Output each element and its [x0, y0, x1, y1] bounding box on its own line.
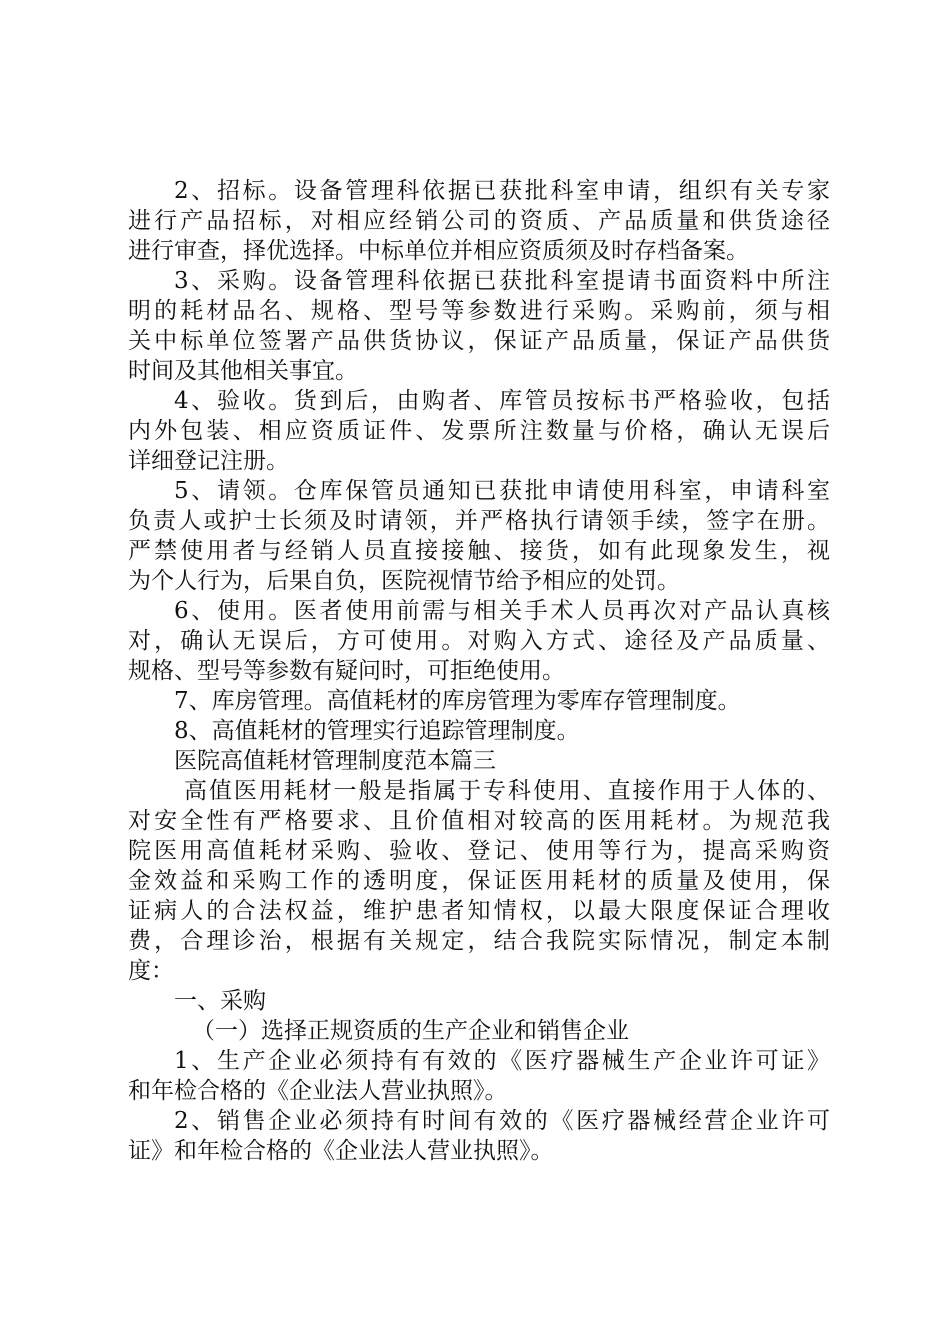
paragraph-line: 高值医用耗材一般是指属于专科使用、直接作用于人体的、 — [184, 778, 830, 804]
paragraph-line: 2、招标。设备管理科依据已获批科室申请，组织有关专家 — [174, 178, 830, 204]
paragraph-line: 明的耗材品名、规格、型号等参数进行采购。采购前，须与相 — [128, 298, 830, 324]
paragraph-line: 证病人的合法权益，维护患者知情权，以最大限度保证合理收 — [128, 898, 830, 924]
paragraph-line: 费，合理诊治，根据有关规定，结合我院实际情况，制定本制 — [128, 928, 830, 954]
paragraph-line: 对，确认无误后，方可使用。对购入方式、途径及产品质量、 — [128, 628, 830, 654]
paragraph-line: 1、生产企业必须持有有效的《医疗器械生产企业许可证》 — [174, 1048, 830, 1074]
paragraph-line: 对安全性有严格要求、且价值相对较高的医用耗材。为规范我 — [128, 808, 830, 834]
section-heading: 一、采购 — [174, 988, 266, 1014]
paragraph-line: 5、请领。仓库保管员通知已获批申请使用科室，申请科室 — [174, 478, 830, 504]
paragraph-line: 负责人或护士长须及时请领，并严格执行请领手续，签字在册。 — [128, 508, 830, 534]
paragraph-line: 金效益和采购工作的透明度，保证医用耗材的质量及使用，保 — [128, 868, 830, 894]
paragraph-line: 和年检合格的《企业法人营业执照》。 — [128, 1078, 508, 1104]
paragraph-line: 详细登记注册。 — [128, 448, 289, 474]
paragraph-line: 8、高值耗材的管理实行追踪管理制度。 — [174, 718, 580, 744]
paragraph-line: 7、库房管理。高值耗材的库房管理为零库存管理制度。 — [174, 688, 741, 714]
document-body — [128, 176, 830, 1166]
section-heading: 医院高值耗材管理制度范本篇三 — [174, 748, 496, 774]
paragraph-line: 内外包装、相应资质证件、发票所注数量与价格，确认无误后 — [128, 418, 830, 444]
paragraph-line: 院医用高值耗材采购、验收、登记、使用等行为，提高采购资 — [128, 838, 830, 864]
paragraph-line: 度： — [128, 958, 174, 984]
paragraph-line: 6、使用。医者使用前需与相关手术人员再次对产品认真核 — [174, 598, 830, 624]
paragraph-line: 为个人行为，后果自负，医院视情节给予相应的处罚。 — [128, 568, 680, 594]
paragraph-line: 证》和年检合格的《企业法人营业执照》。 — [128, 1138, 554, 1164]
paragraph-line: 关中标单位签署产品供货协议，保证产品质量，保证产品供货 — [128, 328, 830, 354]
paragraph-line: 进行审查，择优选择。中标单位并相应资质须及时存档备案。 — [128, 238, 749, 264]
paragraph-line: 4、验收。货到后，由购者、库管员按标书严格验收，包括 — [174, 388, 830, 414]
subsection-heading: （一）选择正规资质的生产企业和销售企业 — [192, 1018, 629, 1044]
paragraph-line: 时间及其他相关事宜。 — [128, 358, 358, 384]
paragraph-line: 规格、型号等参数有疑问时，可拒绝使用。 — [128, 658, 565, 684]
paragraph-line: 严禁使用者与经销人员直接接触、接货，如有此现象发生，视 — [128, 538, 830, 564]
paragraph-line: 2、销售企业必须持有时间有效的《医疗器械经营企业许可 — [174, 1108, 830, 1134]
paragraph-line: 3、采购。设备管理科依据已获批科室提请书面资料中所注 — [174, 268, 830, 294]
paragraph-line: 进行产品招标，对相应经销公司的资质、产品质量和供货途径 — [128, 208, 830, 234]
